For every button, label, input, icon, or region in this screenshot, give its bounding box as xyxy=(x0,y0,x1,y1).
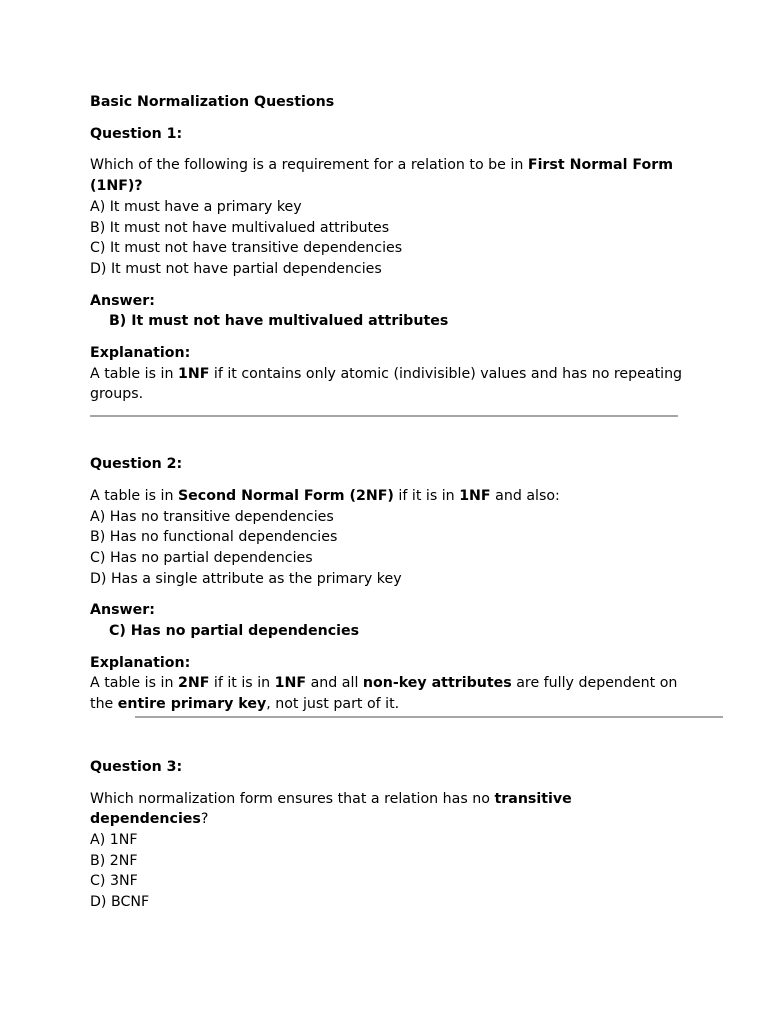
question-1-answer-text: B) It must not have multivalued attributes xyxy=(108,313,449,330)
question-2-prompt-text: A table is in xyxy=(90,487,178,504)
document-title: Basic Normalization Questions xyxy=(90,94,335,110)
question-3-prompt-text: Which normalization form ensures that a relation has no xyxy=(90,790,495,807)
question-2-explanation xyxy=(90,673,690,714)
question-2-prompt-text-3: and also: xyxy=(490,487,560,504)
horizontal-rule xyxy=(90,415,678,417)
question-1-answer xyxy=(90,311,690,332)
question-3-prompt-bold: transitive dependencies xyxy=(90,790,572,828)
question-3-option-b: B) 2NF xyxy=(90,852,138,869)
question-1-option-c: C) It must not have transitive dependencies xyxy=(90,240,403,257)
question-2-explanation-bold-3: non-key attributes xyxy=(362,675,512,692)
question-1-explanation-label: Explanation: xyxy=(90,345,191,362)
question-1-prompt xyxy=(90,155,690,196)
question-1-option-a: A) It must have a primary key xyxy=(90,198,302,215)
question-2-prompt-text-2: if it is in xyxy=(393,487,460,504)
question-2-answer-text: C) Has no partial dependencies xyxy=(108,623,360,640)
question-1-explanation-bold: 1NF xyxy=(177,365,210,382)
question-2-explanation-text-3: and all xyxy=(306,675,363,692)
question-3-option-a: A) 1NF xyxy=(90,831,138,848)
question-2-option-c: C) Has no partial dependencies xyxy=(90,549,313,566)
question-2-option-d: D) Has a single attribute as the primary key xyxy=(90,570,402,587)
question-1-heading: Question 1: xyxy=(90,125,183,142)
question-1-explanation-text: A table is in xyxy=(90,365,178,382)
question-2-heading: Question 2: xyxy=(90,456,183,473)
question-2-explanation-text-5: , not just part of it. xyxy=(266,696,400,713)
question-2-answer xyxy=(90,621,690,642)
question-3-prompt xyxy=(90,789,690,830)
question-3 xyxy=(90,757,690,913)
question-2-option-b: B) Has no functional dependencies xyxy=(90,529,338,546)
question-2 xyxy=(90,454,690,715)
question-2-explanation-text-2: if it is in xyxy=(209,675,275,692)
question-1-explanation xyxy=(90,364,690,405)
question-2-prompt-bold-2: 1NF xyxy=(459,487,491,504)
question-1-explanation-text-2: if it contains only atomic (indivisible) values and has no repeating groups. xyxy=(90,365,683,403)
question-3-option-c: C) 3NF xyxy=(90,873,138,890)
question-3-option-d: D) BCNF xyxy=(90,894,150,911)
horizontal-rule xyxy=(135,716,723,718)
question-2-prompt xyxy=(90,486,690,507)
question-1-prompt-text: Which of the following is a requirement for a relation to be in xyxy=(90,157,528,174)
question-1 xyxy=(90,124,690,405)
question-2-answer-label: Answer: xyxy=(90,602,155,619)
question-2-explanation-bold-4: entire primary key xyxy=(117,696,267,713)
question-1-option-b: B) It must not have multivalued attributes xyxy=(90,219,390,236)
question-1-answer-label: Answer: xyxy=(90,292,155,309)
question-2-explanation-label: Explanation: xyxy=(90,654,191,671)
question-2-prompt-bold: Second Normal Form (2NF) xyxy=(177,487,394,504)
question-2-explanation-bold-2: 1NF xyxy=(274,675,307,692)
question-1-option-d: D) It must not have partial dependencies xyxy=(90,260,382,277)
question-2-explanation-text-4: are fully dependent on the xyxy=(90,675,678,713)
question-2-explanation-bold: 2NF xyxy=(177,675,210,692)
question-2-explanation-text: A table is in xyxy=(90,675,178,692)
question-1-prompt-bold: First Normal Form (1NF)? xyxy=(90,157,674,195)
question-3-prompt-text-2: ? xyxy=(200,811,209,828)
document-body xyxy=(90,92,690,913)
question-2-option-a: A) Has no transitive dependencies xyxy=(90,508,334,525)
question-3-heading: Question 3: xyxy=(90,758,183,775)
